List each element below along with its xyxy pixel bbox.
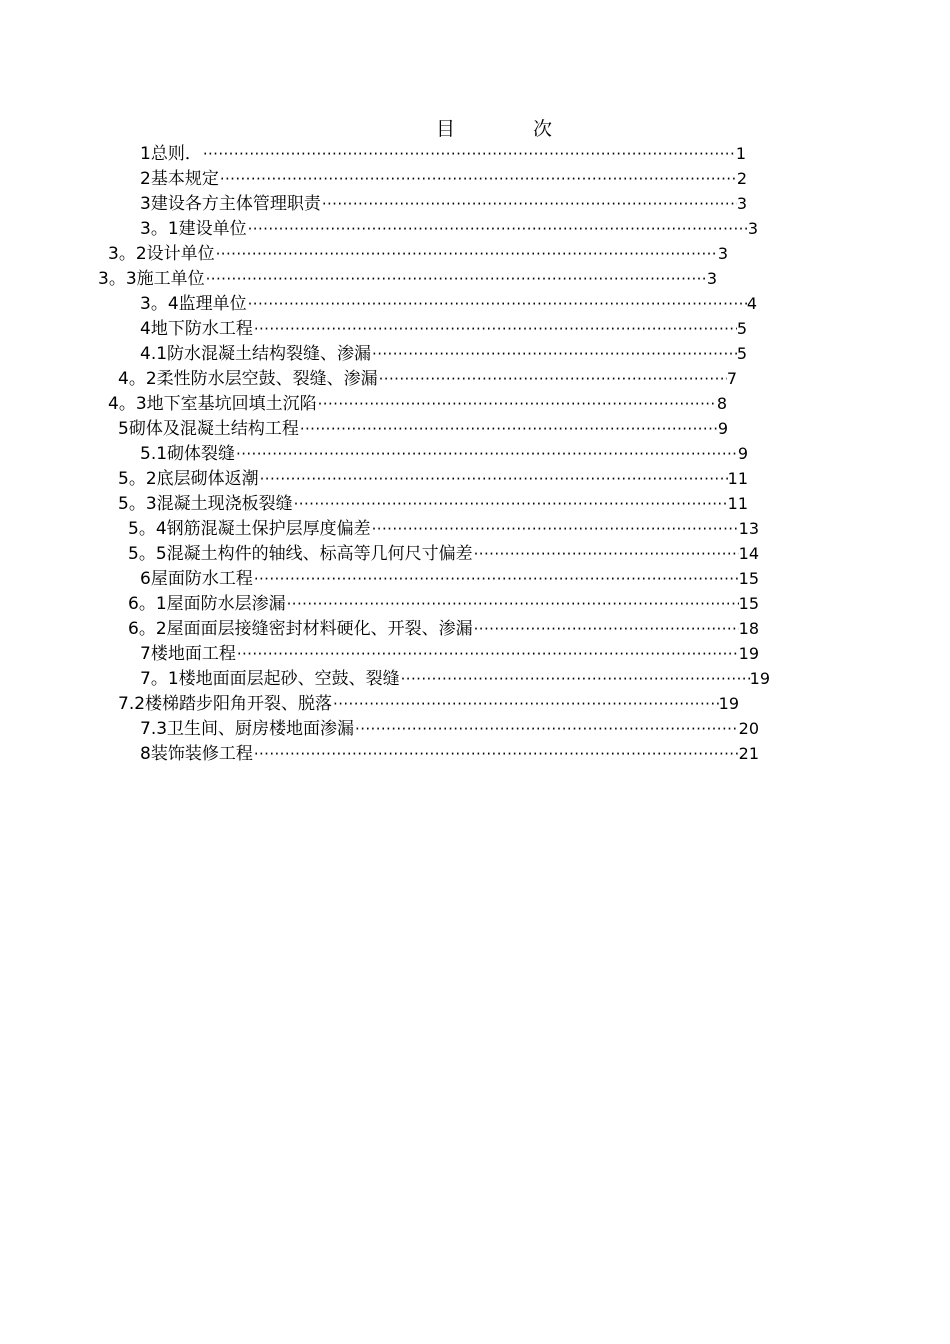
toc-leader-dots <box>317 392 717 416</box>
toc-entry <box>140 741 759 766</box>
toc-entry <box>118 491 748 516</box>
toc-entry <box>140 716 759 741</box>
toc-entry-label: 6。1屋面防水层渗漏 <box>128 594 286 614</box>
toc-entry-page: 20 <box>738 719 759 738</box>
toc-entry <box>128 616 759 641</box>
toc-entry-label: 5砌体及混凝土结构工程 <box>118 419 299 439</box>
toc-entry-label: 5。2底层砌体返潮 <box>118 469 259 489</box>
toc-entry <box>118 466 748 491</box>
toc-entry-page: 5 <box>736 319 747 338</box>
toc-entry-page: 4 <box>746 294 757 313</box>
toc-entry-label: 3。2设计单位 <box>108 244 215 264</box>
toc-entry-page: 1 <box>735 144 746 163</box>
toc-entry <box>128 591 759 616</box>
toc-entry <box>118 691 739 716</box>
toc-leader-dots <box>253 567 739 591</box>
toc-entry-page: 15 <box>738 569 759 588</box>
toc-entry-page: 9 <box>717 419 728 438</box>
toc-entry <box>140 666 770 691</box>
toc-entry <box>118 416 728 441</box>
toc-entry-page: 19 <box>749 669 770 688</box>
toc-leader-dots <box>247 217 748 241</box>
toc-leader-dots <box>253 742 739 766</box>
toc-entry-page: 14 <box>738 544 759 563</box>
toc-entry-label: 7.2楼梯踏步阳角开裂、脱落 <box>118 694 333 714</box>
toc-entry-label: 2基本规定 <box>140 169 219 189</box>
toc-leader-dots <box>354 717 739 741</box>
toc-entry-label: 6屋面防水工程 <box>140 569 253 589</box>
toc-entry-label: 6。2屋面面层接缝密封材料硬化、开裂、渗漏 <box>128 619 473 639</box>
toc-entry-label: 3建设各方主体管理职责 <box>140 194 321 214</box>
toc-entry <box>140 566 759 591</box>
toc-leader-dots <box>378 367 727 391</box>
toc-entry <box>140 141 746 166</box>
toc-entry <box>140 166 747 191</box>
toc-entry-label: 7楼地面工程 <box>140 644 236 664</box>
toc-entry-page: 5 <box>736 344 747 363</box>
toc-entry <box>128 516 759 541</box>
toc-entry <box>140 191 747 216</box>
toc-leader-dots <box>215 242 718 266</box>
toc-entry-page: 9 <box>737 444 748 463</box>
toc-leader-dots <box>247 292 747 316</box>
toc-leader-dots <box>259 467 728 491</box>
toc-entry-page: 8 <box>716 394 727 413</box>
toc-entry <box>140 216 758 241</box>
toc-entry-label: 1总则． <box>140 144 202 164</box>
toc-entry-label: 5。5混凝土构件的轴线、标高等几何尺寸偏差 <box>128 544 473 564</box>
toc-entry-page: 11 <box>727 494 748 513</box>
toc-entry <box>118 366 737 391</box>
toc-entry <box>140 341 747 366</box>
toc-entry-page: 19 <box>718 694 739 713</box>
toc-entry <box>108 391 727 416</box>
toc-entry-page: 3 <box>747 219 758 238</box>
toc-leader-dots <box>205 267 707 291</box>
toc-entry <box>140 441 748 466</box>
toc-leader-dots <box>236 642 739 666</box>
toc-entry-label: 5.1砌体裂缝 <box>140 444 236 464</box>
toc-leader-dots <box>400 667 750 691</box>
toc-leader-dots <box>473 617 739 641</box>
toc-entry-label: 7.3卫生间、厨房楼地面渗漏 <box>140 719 355 739</box>
toc-title: 目 次 <box>436 118 589 140</box>
toc-entry-page: 7 <box>726 369 737 388</box>
toc-entry-page: 13 <box>738 519 759 538</box>
toc-entry-label: 4地下防水工程 <box>140 319 253 339</box>
toc-entry-label: 4.1防水混凝土结构裂缝、渗漏 <box>140 344 372 364</box>
toc-entry-label: 5。3混凝土现浇板裂缝 <box>118 494 293 514</box>
toc-entry <box>140 316 747 341</box>
toc-leader-dots <box>299 417 718 441</box>
toc-entry-label: 3。4监理单位 <box>140 294 247 314</box>
toc-leader-dots <box>219 167 737 191</box>
toc-entry-page: 19 <box>738 644 759 663</box>
toc-leader-dots <box>235 442 738 466</box>
toc-leader-dots <box>371 517 739 541</box>
toc-entry <box>140 291 757 316</box>
toc-entry-label: 4。3地下室基坑回填土沉陷 <box>108 394 317 414</box>
toc-entry-page: 21 <box>738 744 759 763</box>
toc-entry-label: 3。3施工单位 <box>98 269 205 289</box>
toc-entry-label: 5。4钢筋混凝土保护层厚度偏差 <box>128 519 371 539</box>
toc-entry-page: 15 <box>738 594 759 613</box>
toc-entry-page: 18 <box>738 619 759 638</box>
toc-entry-page: 2 <box>736 169 747 188</box>
toc-entry-label: 7。1楼地面面层起砂、空鼓、裂缝 <box>140 669 400 689</box>
toc-entry <box>98 266 717 291</box>
toc-leader-dots <box>253 317 737 341</box>
toc-entry-page: 11 <box>727 469 748 488</box>
toc-entry-page: 3 <box>736 194 747 213</box>
toc-entry-page: 3 <box>717 244 728 263</box>
toc-leader-dots <box>286 592 739 616</box>
toc-entry-label: 8装饰装修工程 <box>140 744 253 764</box>
toc-leader-dots <box>321 192 737 216</box>
toc-entry-page: 3 <box>706 269 717 288</box>
toc-entry <box>140 641 759 666</box>
toc-entry-label: 4。2柔性防水层空鼓、裂缝、渗漏 <box>118 369 378 389</box>
toc-leader-dots <box>202 142 736 166</box>
toc-leader-dots <box>371 342 737 366</box>
toc-leader-dots <box>332 692 719 716</box>
toc-entry <box>128 541 759 566</box>
toc-leader-dots <box>293 492 728 516</box>
toc-leader-dots <box>473 542 739 566</box>
toc-entry-label: 3。1建设单位 <box>140 219 247 239</box>
toc-entry <box>108 241 728 266</box>
